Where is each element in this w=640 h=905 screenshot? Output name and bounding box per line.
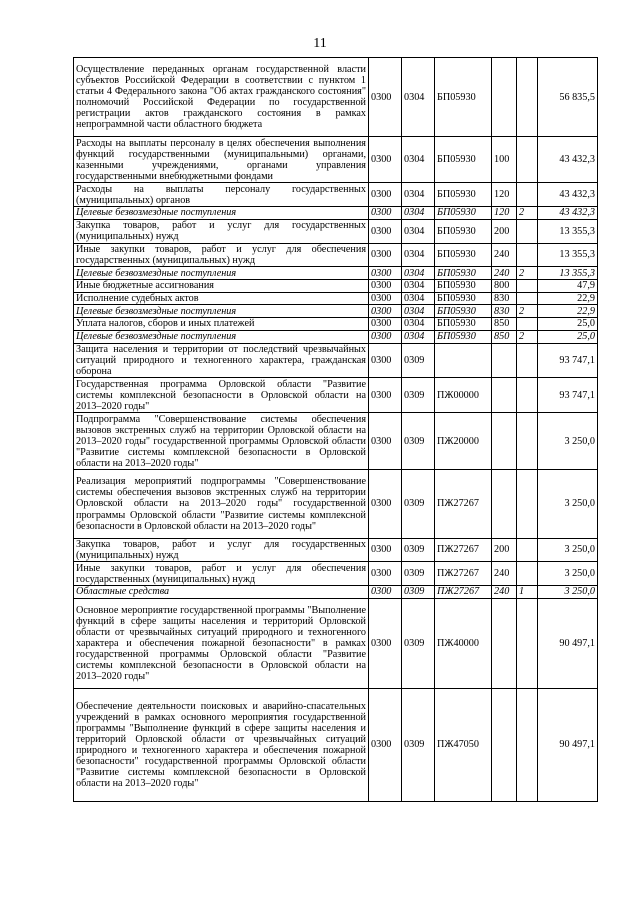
row-name: Уплата налогов, сборов и иных платежей xyxy=(74,318,369,331)
row-expense-type xyxy=(492,343,517,378)
table-row xyxy=(74,207,598,220)
table-row xyxy=(74,470,598,538)
row-subsection-code: 0309 xyxy=(402,562,435,586)
table-body xyxy=(74,58,598,802)
table-row xyxy=(74,280,598,293)
table-row xyxy=(74,305,598,318)
table-row xyxy=(74,586,598,599)
row-expense-type xyxy=(492,689,517,802)
row-source-code: 1 xyxy=(517,586,538,599)
row-section-code: 0300 xyxy=(369,413,402,470)
row-amount: 47,9 xyxy=(538,280,598,293)
row-name: Обеспечение деятельности поисковых и аварийно-спасательных учреждений в рамках основного мероприятия государственной программы "Выполнение функций в сфере защиты населения и территорий Орловской области от чрезвычайных ситуаций природного и техногенного характера и обеспечения пожарной безопасности" государственной программы Орловской области "Развитие системы комплексной безопасности в Орловской области на 2013–2020 годы" xyxy=(74,689,369,802)
row-name: Государственная программа Орловской области "Развитие системы комплексной безопасности в Орловской области на 2013–2020 годы" xyxy=(74,378,369,413)
row-subsection-code: 0309 xyxy=(402,689,435,802)
row-amount: 43 432,3 xyxy=(538,183,598,207)
row-section-code: 0300 xyxy=(369,598,402,688)
row-name: Закупка товаров, работ и услуг для государственных (муниципальных) нужд xyxy=(74,219,369,243)
row-section-code: 0300 xyxy=(369,470,402,538)
row-section-code: 0300 xyxy=(369,330,402,343)
row-source-code: 2 xyxy=(517,305,538,318)
row-subsection-code: 0304 xyxy=(402,267,435,280)
row-source-code xyxy=(517,538,538,562)
row-target-article: ПЖ27267 xyxy=(435,586,492,599)
row-subsection-code: 0304 xyxy=(402,318,435,331)
row-name: Исполнение судебных актов xyxy=(74,292,369,305)
row-section-code: 0300 xyxy=(369,58,402,137)
row-source-code: 2 xyxy=(517,207,538,220)
row-section-code: 0300 xyxy=(369,207,402,220)
row-target-article: ПЖ47050 xyxy=(435,689,492,802)
row-section-code: 0300 xyxy=(369,219,402,243)
row-expense-type: 120 xyxy=(492,207,517,220)
row-subsection-code: 0304 xyxy=(402,243,435,267)
table-row xyxy=(74,267,598,280)
row-target-article: ПЖ27267 xyxy=(435,562,492,586)
row-subsection-code: 0304 xyxy=(402,137,435,183)
row-target-article: ПЖ20000 xyxy=(435,413,492,470)
row-expense-type: 120 xyxy=(492,183,517,207)
row-section-code: 0300 xyxy=(369,378,402,413)
table-row xyxy=(74,538,598,562)
row-amount: 3 250,0 xyxy=(538,413,598,470)
row-source-code xyxy=(517,183,538,207)
row-source-code xyxy=(517,58,538,137)
row-amount: 3 250,0 xyxy=(538,586,598,599)
table-row xyxy=(74,413,598,470)
row-source-code xyxy=(517,413,538,470)
row-target-article: БП05930 xyxy=(435,330,492,343)
row-name: Расходы на выплаты персоналу государственных (муниципальных) органов xyxy=(74,183,369,207)
row-amount: 93 747,1 xyxy=(538,343,598,378)
row-expense-type: 850 xyxy=(492,330,517,343)
row-section-code: 0300 xyxy=(369,538,402,562)
row-target-article: БП05930 xyxy=(435,219,492,243)
table-row xyxy=(74,183,598,207)
row-target-article: БП05930 xyxy=(435,137,492,183)
row-target-article: БП05930 xyxy=(435,207,492,220)
row-subsection-code: 0304 xyxy=(402,292,435,305)
table-row xyxy=(74,318,598,331)
row-target-article: ПЖ27267 xyxy=(435,470,492,538)
row-amount: 56 835,5 xyxy=(538,58,598,137)
row-section-code: 0300 xyxy=(369,562,402,586)
row-amount: 13 355,3 xyxy=(538,243,598,267)
row-target-article: БП05930 xyxy=(435,183,492,207)
row-name: Целевые безвозмездные поступления xyxy=(74,305,369,318)
row-name: Целевые безвозмездные поступления xyxy=(74,330,369,343)
row-amount: 22,9 xyxy=(538,292,598,305)
row-expense-type xyxy=(492,598,517,688)
row-subsection-code: 0309 xyxy=(402,586,435,599)
row-name: Защита населения и территории от последствий чрезвычайных ситуаций природного и техногенного характера, гражданская оборона xyxy=(74,343,369,378)
table-row xyxy=(74,343,598,378)
row-section-code: 0300 xyxy=(369,267,402,280)
row-target-article: БП05930 xyxy=(435,318,492,331)
table-row xyxy=(74,243,598,267)
row-target-article: БП05930 xyxy=(435,292,492,305)
row-expense-type xyxy=(492,470,517,538)
row-amount: 90 497,1 xyxy=(538,598,598,688)
table-row xyxy=(74,598,598,688)
row-name: Целевые безвозмездные поступления xyxy=(74,267,369,280)
page-number: 11 xyxy=(313,36,327,51)
row-subsection-code: 0309 xyxy=(402,378,435,413)
row-amount: 25,0 xyxy=(538,318,598,331)
row-expense-type: 100 xyxy=(492,137,517,183)
row-section-code: 0300 xyxy=(369,586,402,599)
row-section-code: 0300 xyxy=(369,689,402,802)
row-subsection-code: 0309 xyxy=(402,598,435,688)
row-expense-type: 240 xyxy=(492,267,517,280)
row-subsection-code: 0309 xyxy=(402,538,435,562)
row-source-code xyxy=(517,689,538,802)
row-name: Иные закупки товаров, работ и услуг для обеспечения государственных (муниципальных) нужд xyxy=(74,562,369,586)
row-target-article: БП05930 xyxy=(435,243,492,267)
row-name: Иные закупки товаров, работ и услуг для обеспечения государственных (муниципальных) нужд xyxy=(74,243,369,267)
row-name: Подпрограмма "Совершенствование системы обеспечения вызовов экстренных служб на территории Орловской области на 2013–2020 годы" государственной программы Орловской области "Развитие системы комплексной безопасности в Орловской области на 2013–2020 годы" xyxy=(74,413,369,470)
row-target-article: ПЖ27267 xyxy=(435,538,492,562)
table-row xyxy=(74,137,598,183)
table-row xyxy=(74,292,598,305)
row-target-article: БП05930 xyxy=(435,58,492,137)
row-source-code xyxy=(517,243,538,267)
row-name: Областные средства xyxy=(74,586,369,599)
row-target-article: ПЖ00000 xyxy=(435,378,492,413)
row-name: Осуществление переданных органам государственной власти субъектов Российской Федерации в соответствии с пунктом 1 статьи 4 Федерального закона "Об актах гражданского состояния" полномочий Российской Федерации по государственной регистрации актов гражданского состояния в рамках непрограммной части областного бюджета xyxy=(74,58,369,137)
row-section-code: 0300 xyxy=(369,137,402,183)
row-amount: 3 250,0 xyxy=(538,562,598,586)
row-amount: 43 432,3 xyxy=(538,137,598,183)
row-expense-type: 240 xyxy=(492,243,517,267)
row-name: Целевые безвозмездные поступления xyxy=(74,207,369,220)
table-row xyxy=(74,330,598,343)
budget-table xyxy=(73,57,598,802)
row-subsection-code: 0309 xyxy=(402,343,435,378)
table-row xyxy=(74,58,598,137)
row-expense-type: 240 xyxy=(492,586,517,599)
row-source-code xyxy=(517,292,538,305)
row-source-code xyxy=(517,598,538,688)
row-section-code: 0300 xyxy=(369,243,402,267)
row-target-article: БП05930 xyxy=(435,267,492,280)
row-section-code: 0300 xyxy=(369,305,402,318)
row-subsection-code: 0304 xyxy=(402,207,435,220)
table-row xyxy=(74,219,598,243)
row-subsection-code: 0304 xyxy=(402,330,435,343)
row-source-code xyxy=(517,470,538,538)
row-target-article: БП05930 xyxy=(435,305,492,318)
row-expense-type: 240 xyxy=(492,562,517,586)
row-subsection-code: 0304 xyxy=(402,280,435,293)
row-subsection-code: 0304 xyxy=(402,219,435,243)
row-section-code: 0300 xyxy=(369,183,402,207)
row-expense-type xyxy=(492,413,517,470)
row-amount: 3 250,0 xyxy=(538,538,598,562)
row-expense-type xyxy=(492,58,517,137)
row-subsection-code: 0309 xyxy=(402,413,435,470)
row-target-article xyxy=(435,343,492,378)
row-amount: 25,0 xyxy=(538,330,598,343)
row-source-code xyxy=(517,343,538,378)
row-subsection-code: 0309 xyxy=(402,470,435,538)
row-source-code xyxy=(517,137,538,183)
row-amount: 90 497,1 xyxy=(538,689,598,802)
row-amount: 93 747,1 xyxy=(538,378,598,413)
row-name: Закупка товаров, работ и услуг для государственных (муниципальных) нужд xyxy=(74,538,369,562)
row-section-code: 0300 xyxy=(369,292,402,305)
row-source-code xyxy=(517,280,538,293)
row-expense-type: 850 xyxy=(492,318,517,331)
row-name: Основное мероприятие государственной программы "Выполнение функций в сфере защиты населения и территорий Орловской области от чрезвычайных ситуаций природного и техногенного характера и обеспечения пожарной безопасности" в рамках государственной программы Орловской области "Развитие системы комплексной безопасности в Орловской области на 2013–2020 годы" xyxy=(74,598,369,688)
row-expense-type: 200 xyxy=(492,538,517,562)
row-amount: 13 355,3 xyxy=(538,219,598,243)
table-row xyxy=(74,378,598,413)
table-row xyxy=(74,562,598,586)
row-source-code: 2 xyxy=(517,267,538,280)
row-source-code xyxy=(517,318,538,331)
row-expense-type: 200 xyxy=(492,219,517,243)
row-source-code xyxy=(517,378,538,413)
row-subsection-code: 0304 xyxy=(402,183,435,207)
row-section-code: 0300 xyxy=(369,343,402,378)
row-section-code: 0300 xyxy=(369,318,402,331)
row-amount: 22,9 xyxy=(538,305,598,318)
table-row xyxy=(74,689,598,802)
row-expense-type xyxy=(492,378,517,413)
row-name: Иные бюджетные ассигнования xyxy=(74,280,369,293)
row-name: Расходы на выплаты персоналу в целях обеспечения выполнения функций государственными (муниципальными) органами, казенными учреждениями, органами управления государственными внебюджетными фондами xyxy=(74,137,369,183)
row-section-code: 0300 xyxy=(369,280,402,293)
row-subsection-code: 0304 xyxy=(402,305,435,318)
row-source-code xyxy=(517,219,538,243)
row-expense-type: 830 xyxy=(492,305,517,318)
row-name: Реализация мероприятий подпрограммы "Совершенствование системы обеспечения вызовов экстренных служб на территории Орловской области на 2013–2020 годы" государственной программы Орловской области "Развитие системы комплексной безопасности в Орловской области на 2013–2020 годы" xyxy=(74,470,369,538)
row-source-code xyxy=(517,562,538,586)
row-subsection-code: 0304 xyxy=(402,58,435,137)
row-expense-type: 830 xyxy=(492,292,517,305)
row-source-code: 2 xyxy=(517,330,538,343)
row-target-article: БП05930 xyxy=(435,280,492,293)
row-amount: 43 432,3 xyxy=(538,207,598,220)
row-target-article: ПЖ40000 xyxy=(435,598,492,688)
row-amount: 13 355,3 xyxy=(538,267,598,280)
row-expense-type: 800 xyxy=(492,280,517,293)
row-amount: 3 250,0 xyxy=(538,470,598,538)
